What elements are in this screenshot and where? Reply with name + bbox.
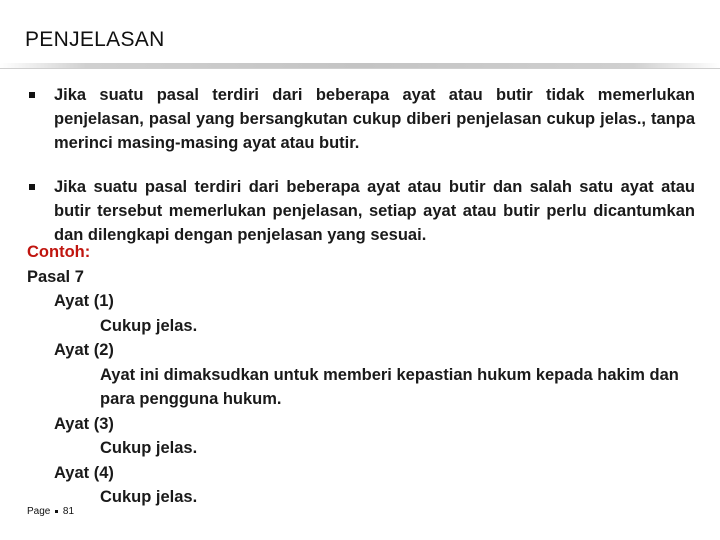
- ayat-text: Cukup jelas.: [100, 439, 198, 457]
- ayat-text: Cukup jelas.: [100, 316, 198, 335]
- separator-dot-icon: [55, 510, 58, 513]
- title-divider-line: [0, 68, 720, 69]
- slide-title: PENJELASAN: [25, 28, 165, 51]
- example-block: [27, 240, 707, 510]
- bullet-item: [27, 175, 695, 247]
- ayat-label: Ayat (1): [54, 292, 114, 310]
- ayat-text: Cukup jelas.: [100, 488, 198, 506]
- square-bullet-icon: [29, 184, 35, 190]
- page-label: Page: [27, 506, 51, 517]
- bullet-text: Jika suatu pasal terdiri dari beberapa ayat atau butir tidak memerlukan penjelasan, pasal yang bersangkutan cukup diberi penjelasan cukup jelas., tanpa merinci masing-masing ayat atau butir.: [54, 86, 695, 152]
- bullet-item: [27, 83, 695, 155]
- ayat-label: Ayat (2): [54, 341, 114, 359]
- pasal-label: Pasal 7: [27, 267, 84, 286]
- page-footer: [27, 506, 74, 517]
- page-number: 81: [62, 506, 75, 517]
- bullet-text: Jika suatu pasal terdiri dari beberapa ayat atau butir dan salah satu ayat atau butir tersebut memerlukan penjelasan, setiap ayat atau butir perlu dicantumkan dan dilengkapi dengan penjelasan yang sesuai.: [54, 178, 695, 244]
- example-label: Contoh:: [27, 243, 91, 261]
- ayat-text: Ayat ini dimaksudkan untuk memberi kepastian hukum kepada hakim dan para pengguna hukum.: [100, 365, 679, 408]
- square-bullet-icon: [29, 92, 35, 98]
- ayat-label: Ayat (3): [54, 414, 114, 433]
- ayat-label: Ayat (4): [54, 463, 114, 482]
